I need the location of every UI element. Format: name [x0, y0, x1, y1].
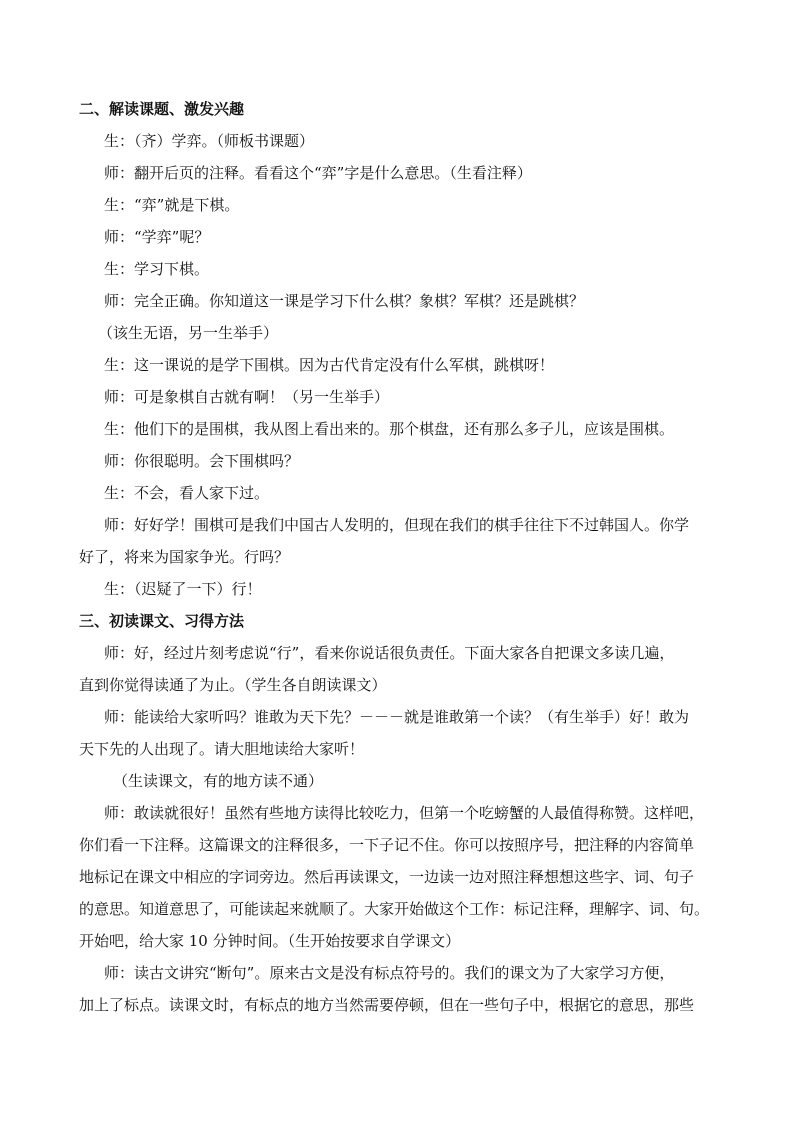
dialogue-line: 生：这一课说的是学下围棋。因为古代肯定没有什么军棋，跳棋呀！ — [104, 356, 555, 374]
dialogue-line-continued: 地标记在课文中相应的字词旁边。然后再读课文，一边读一边对照注释想想这些字、词、句子 — [79, 868, 695, 886]
dialogue-line: 师：能读给大家听吗？谁敢为天下先？－－－就是谁敢第一个读？（有生举手）好！敢为 — [104, 708, 690, 726]
stage-direction-line: （生读课文，有的地方读不通） — [113, 772, 324, 790]
dialogue-line-continued: 天下先的人出现了。请大胆地读给大家听！ — [79, 740, 365, 758]
section-heading-3: 三、初读课文、习得方法 — [79, 612, 245, 630]
dialogue-line-continued: 直到你觉得读通了为止。（学生各自朗读课文） — [79, 676, 387, 694]
dialogue-line: 生：（齐）学弈。（师板书课题） — [104, 132, 315, 150]
dialogue-line: 生：学习下棋。 — [104, 260, 210, 278]
dialogue-line: 师：好，经过片刻考虑说“行”，看来你说话很负责任。下面大家各自把课文多读几遍， — [104, 644, 675, 662]
dialogue-line: 师：完全正确。你知道这一课是学习下什么棋？象棋？军棋？还是跳棋？ — [104, 292, 585, 310]
dialogue-line-continued: 的意思。知道意思了，可能读起来就顺了。大家开始做这个工作：标记注释，理解字、词、句。 — [79, 900, 710, 918]
section-heading-2: 二、解读课题、激发兴趣 — [79, 100, 245, 118]
dialogue-line-continued: 好了，将来为国家争光。行吗？ — [79, 548, 290, 566]
dialogue-line-continued: 你们看一下注释。这篇课文的注释很多，一下子记不住。你可以按照序号，把注释的内容简单 — [79, 836, 695, 854]
dialogue-line: 师：你很聪明。会下围棋吗？ — [104, 452, 300, 470]
dialogue-line: 生：（迟疑了一下）行！ — [104, 580, 262, 598]
dialogue-line: 生：“弈”就是下棋。 — [104, 196, 240, 214]
dialogue-line: 师：“学弈”呢？ — [104, 228, 210, 246]
dialogue-line: 师：读古文讲究“断句”。原来古文是没有标点符号的。我们的课文为了大家学习方便， — [104, 964, 675, 982]
stage-direction-line: （该生无语，另一生举手） — [98, 324, 279, 342]
dialogue-line: 师：翻开后页的注释。看看这个“弈”字是什么意思。（生看注释） — [104, 164, 532, 182]
dialogue-line-continued: 加上了标点。读课文时，有标点的地方当然需要停顿，但在一些句子中，根据它的意思，那些 — [79, 996, 695, 1014]
dialogue-line: 师：好好学！围棋可是我们中国古人发明的，但现在我们的棋手往往下不过韩国人。你学 — [104, 516, 690, 534]
dialogue-line-continued: 开始吧，给大家 10 分钟时间。（生开始按要求自学课文） — [79, 932, 461, 950]
dialogue-line: 生：他们下的是围棋，我从图上看出来的。那个棋盘，还有那么多子儿，应该是围棋。 — [104, 420, 675, 438]
dialogue-line: 生：不会，看人家下过。 — [104, 484, 270, 502]
dialogue-line: 师：敢读就很好！虽然有些地方读得比较吃力，但第一个吃螃蟹的人最值得称赞。这样吧， — [104, 804, 705, 822]
dialogue-line: 师：可是象棋自古就有啊！（另一生举手） — [104, 388, 390, 406]
